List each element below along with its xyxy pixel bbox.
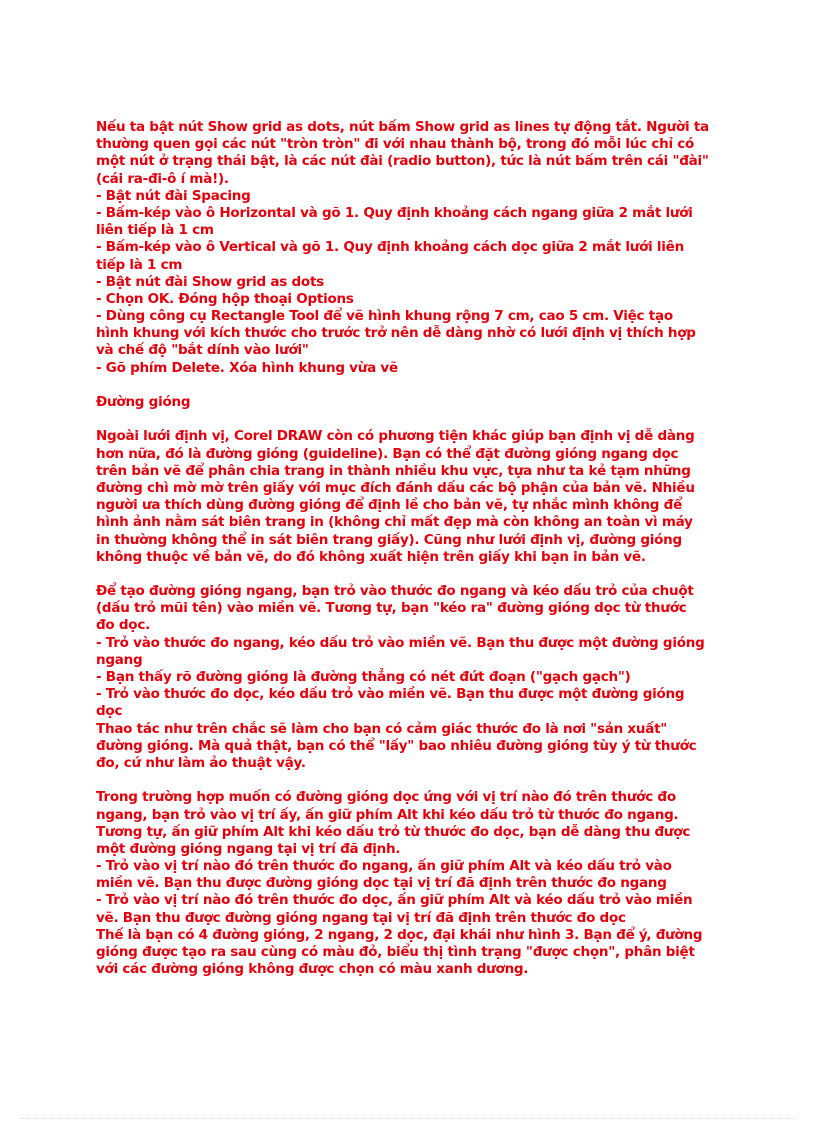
text-line: (dấu trỏ mũi tên) vào miền vẽ. Tương tự, bạn "kéo ra" đường gióng dọc từ thước [96,600,687,617]
text-line: một đường gióng ngang tại vị trí đã định. [96,840,401,857]
text-line: đường gióng. Mà quả thật, bạn có thể "lấy" bao nhiêu đường gióng tùy ý từ thước [96,737,697,754]
text-line: - Bấm-kép vào ô Vertical và gõ 1. Quy định khoảng cách dọc giữa 2 mắt lưới liên [96,239,684,256]
text-line: Nếu ta bật nút Show grid as dots, nút bấm Show grid as lines tự động tắt. Người ta [96,119,709,135]
text-line: Ngoài lưới định vị, Corel DRAW còn có phương tiện khác giúp bạn định vị dễ dàng [96,428,695,445]
paragraph-gap [96,566,724,583]
text-line: không thuộc về bản vẽ, do đó không xuất hiện trên giấy khi bạn in bản vẽ. [96,548,646,565]
text-line: đo, cứ như làm ảo thuật vậy. [96,754,306,771]
text-line: Trong trường hợp muốn có đường gióng dọc ứng với vị trí nào đó trên thước đo [96,789,676,806]
paragraph [96,428,724,566]
text-line: trên bản vẽ để phân chia trang in thành nhiều khu vực, tựa như ta kẻ tạm những [96,462,691,479]
text-line: đường chì mờ mờ trên giấy với mục đích đánh dấu các bộ phận của bản vẽ. Nhiều [96,479,695,496]
text-line: - Trỏ vào thước đo ngang, kéo dấu trỏ vào miền vẽ. Bạn thu được một đường gióng [96,634,705,651]
text-line: Đường gióng [96,394,191,410]
text-line: Tương tự, ấn giữ phím Alt khi kéo dấu trỏ từ thước đo dọc, bạn dễ dàng thu được [96,823,691,840]
text-line: vẽ. Bạn thu được đường gióng ngang tại vị trí đã định trên thước đo dọc [96,909,626,926]
text-line: đo dọc. [96,617,150,634]
paragraph [96,583,724,772]
text-line: - Dùng công cụ Rectangle Tool để vẽ hình khung rộng 7 cm, cao 5 cm. Việc tạo [96,308,673,325]
paragraph-gap [96,772,724,789]
text-line: - Trỏ vào vị trí nào đó trên thước đo dọc, ấn giữ phím Alt và kéo dấu trỏ vào miền [96,892,693,909]
text-line: hơn nữa, đó là đường gióng (guideline). Bạn có thể đặt đường gióng ngang dọc [96,445,679,462]
document-body [96,119,724,978]
text-line: - Trỏ vào vị trí nào đó trên thước đo ngang, ấn giữ phím Alt và kéo dấu trỏ vào [96,858,672,875]
text-line: - Chọn OK. Đóng hộp thoại Options [96,290,354,307]
text-line: miền vẽ. Bạn thu được đường gióng dọc tại vị trí đã định trên thước đo ngang [96,875,667,892]
text-line: in thường không thể in sát biên trang giấy). Cũng như lưới định vị, đường gióng [96,531,682,548]
text-line: ngang [96,651,143,668]
text-line: hình ảnh nằm sát biên trang in (không chỉ mất đẹp mà còn không an toàn vì máy [96,514,693,531]
paragraph-gap [96,411,724,428]
text-line: Thao tác như trên chắc sẽ làm cho bạn có cảm giác thước đo là nơi "sản xuất" [96,720,668,737]
text-line: ngang, bạn trỏ vào vị trí ấy, ấn giữ phím Alt khi kéo dấu trỏ từ thước đo ngang. [96,806,679,823]
text-line: - Gõ phím Delete. Xóa hình khung vừa vẽ [96,359,398,376]
text-line: một nút ở trạng thái bật, là các nút đài (radio button), tức là nút bấm trên cái "đài" [96,153,709,170]
text-line: - Bật nút đài Show grid as dots [96,273,324,290]
text-line: thường quen gọi các nút "tròn tròn" đi với nhau thành bộ, trong đó mỗi lúc chỉ có [96,136,695,153]
text-line: với các đường gióng không được chọn có màu xanh dương. [96,961,529,978]
text-line: - Bấm-kép vào ô Horizontal và gõ 1. Quy định khoảng cách ngang giữa 2 mắt lưới [96,204,693,221]
text-line: - Trỏ vào thước đo dọc, kéo dấu trỏ vào miền vẽ. Bạn thu được một đường gióng [96,686,685,703]
page-bottom-border [20,1118,796,1119]
section-heading [96,394,724,411]
text-line: Thế là bạn có 4 đường gióng, 2 ngang, 2 dọc, đại khái như hình 3. Bạn để ý, đường [96,926,703,943]
paragraph-gap [96,377,724,394]
text-line: người ưa thích dùng đường gióng để định lề cho bản vẽ, tự nhắc mình không để [96,497,682,514]
text-line: liên tiếp là 1 cm [96,222,214,239]
text-line: tiếp là 1 cm [96,256,183,273]
text-line: Để tạo đường gióng ngang, bạn trỏ vào thước đo ngang và kéo dấu trỏ của chuột [96,583,694,600]
text-line: (cái ra-đi-ô í mà!). [96,170,229,187]
text-line: và chế độ "bắt dính vào lưới" [96,342,309,359]
text-line: - Bật nút đài Spacing [96,187,251,204]
text-line: - Bạn thấy rõ đường gióng là đường thẳng có nét đứt đoạn ("gạch gạch") [96,669,631,685]
text-line: hình khung với kích thước cho trước trở nên dễ dàng nhờ có lưới định vị thích hợp [96,325,696,342]
text-line: dọc [96,703,123,720]
paragraph [96,119,724,377]
text-line: gióng được tạo ra sau cùng có màu đỏ, biểu thị tình trạng "được chọn", phân biệt [96,944,695,960]
paragraph [96,789,724,978]
